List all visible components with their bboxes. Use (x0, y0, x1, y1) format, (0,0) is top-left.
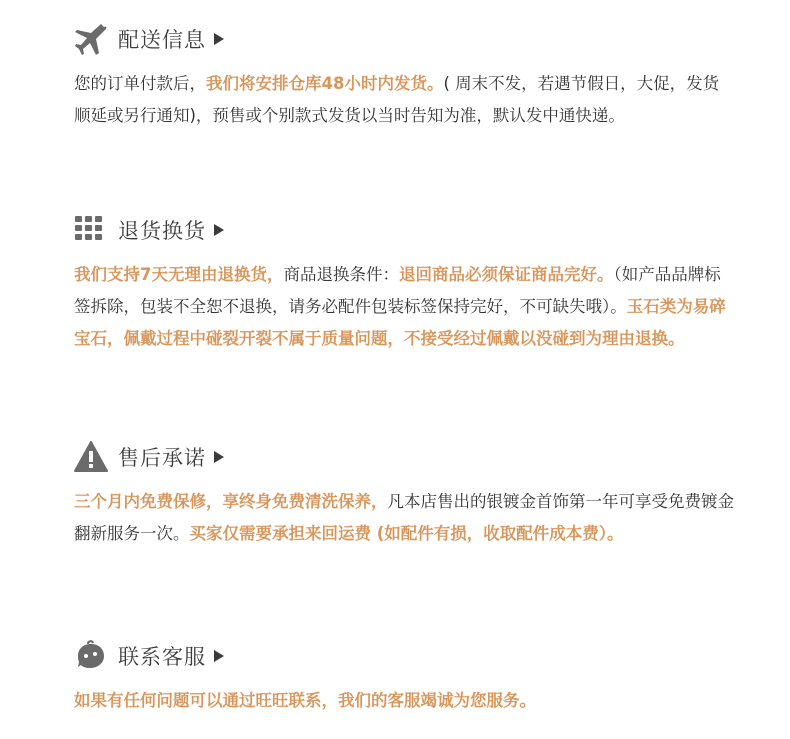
section-body (74, 68, 734, 132)
text-segment: 如果有任何问题可以通过旺旺联系，我们的客服竭诚为您服务。 (74, 691, 536, 710)
warning-icon (74, 440, 110, 474)
expand-arrow-icon[interactable] (214, 451, 224, 463)
section-shipping (74, 22, 734, 132)
text-segment: 买家仅需要承担来回运费 (如配件有损，收取配件成本费）。 (189, 524, 624, 543)
section-header[interactable] (74, 213, 734, 247)
section-title: 配送信息 (118, 28, 206, 52)
section-header[interactable] (74, 639, 734, 673)
section-title: 退货换货 (118, 219, 206, 243)
expand-arrow-icon[interactable] (214, 224, 224, 236)
airplane-icon (74, 22, 110, 56)
text-segment: 您的订单付款后， (74, 74, 206, 93)
section-header[interactable] (74, 440, 734, 474)
text-segment: 凡本店售出的银镀金首饰第一年可享受免费镀金翻新服务一次。 (74, 492, 734, 543)
section-after-sales (74, 440, 734, 550)
section-body (74, 259, 734, 355)
expand-arrow-icon[interactable] (214, 33, 224, 45)
expand-arrow-icon[interactable] (214, 650, 224, 662)
text-segment: 商品退换条件： (283, 265, 399, 284)
grid-icon (74, 213, 110, 247)
text-segment: 我们将安排仓库48小时内发货。 (206, 74, 444, 93)
section-returns (74, 213, 734, 355)
section-header[interactable] (74, 22, 734, 56)
text-segment: 退回商品必须保证商品完好。 (398, 265, 614, 284)
text-segment: 三个月内免费保修，享终身免费清洗保养， (74, 492, 388, 511)
section-contact (74, 639, 734, 717)
section-body (74, 486, 734, 550)
text-segment: 玉石类为易碎宝石，佩戴过程中碰裂开裂不属于质量问题，不接受经过佩戴以没碰到为理由退换。 (74, 297, 726, 348)
text-segment: 我们支持7天无理由退换货， (74, 265, 284, 284)
section-title: 售后承诺 (118, 446, 206, 470)
text-segment: ( 周末不发，若遇节假日，大促，发货顺延或另行通知)，预售或个别款式发货以当时告知为准，默认发中通快递。 (74, 74, 720, 125)
section-body (74, 685, 734, 717)
text-segment: （如产品品牌标签拆除，包装不全恕不退换，请务必配件包装标签保持完好，不可缺失哦）。 (74, 265, 721, 316)
section-title: 联系客服 (118, 645, 206, 669)
chat-bubble-icon (74, 639, 110, 673)
